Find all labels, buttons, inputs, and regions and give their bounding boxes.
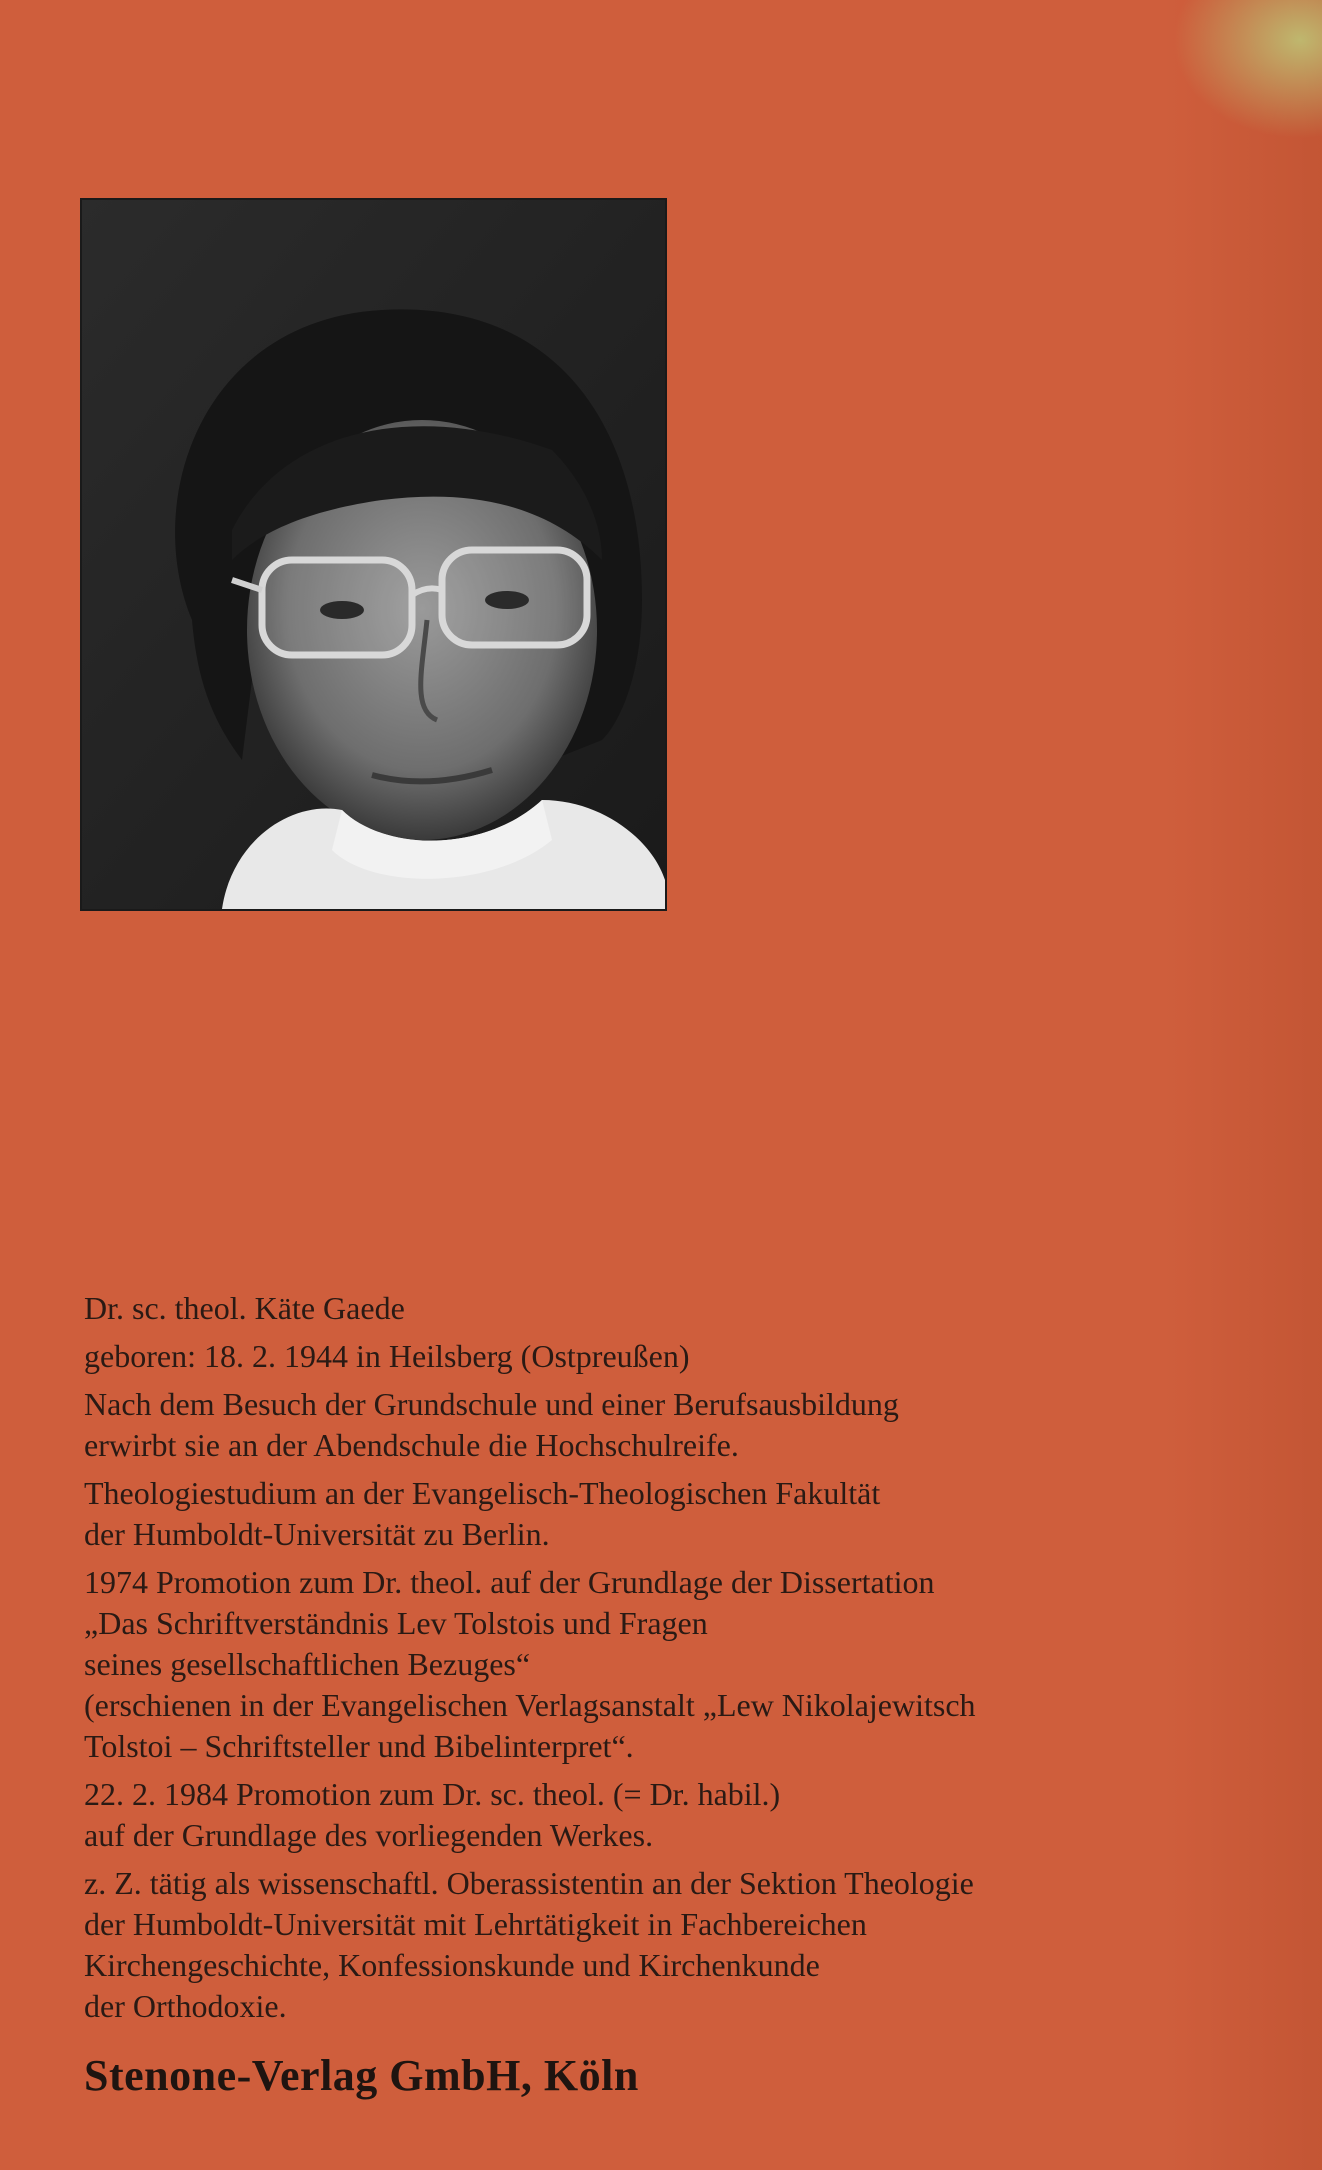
bio-study <box>84 1473 1204 1555</box>
bio-line: Tolstoi – Schriftsteller und Bibelinterpret“. <box>84 1728 634 1764</box>
bio-line: 1974 Promotion zum Dr. theol. auf der Grundlage der Dissertation <box>84 1564 935 1600</box>
author-name: Dr. sc. theol. Käte Gaede <box>84 1290 405 1326</box>
bio-promotion-1984 <box>84 1774 1204 1856</box>
bio-line: seines gesellschaftlichen Bezuges“ <box>84 1646 531 1682</box>
bio-line: der Humboldt-Universität zu Berlin. <box>84 1516 550 1552</box>
bio-line: „Das Schriftverständnis Lev Tolstois und Fragen <box>84 1605 708 1641</box>
bio-line: z. Z. tätig als wissenschaftl. Oberassistentin an der Sektion Theologie <box>84 1865 974 1901</box>
bio-line: der Orthodoxie. <box>84 1988 287 2024</box>
author-portrait-photo <box>82 200 665 909</box>
bio-line: Kirchengeschichte, Konfessionskunde und Kirchenkunde <box>84 1947 820 1983</box>
bio-line: (erschienen in der Evangelischen Verlagsanstalt „Lew Nikolajewitsch <box>84 1687 976 1723</box>
bio-line: Theologiestudium an der Evangelisch-Theologischen Fakultät <box>84 1475 881 1511</box>
author-birth: geboren: 18. 2. 1944 in Heilsberg (Ostpreußen) <box>84 1338 690 1374</box>
bio-line: auf der Grundlage des vorliegenden Werkes. <box>84 1817 654 1853</box>
portrait-icon <box>82 200 665 909</box>
bio-current-position <box>84 1863 1204 2027</box>
bio-line: der Humboldt-Universität mit Lehrtätigkeit in Fachbereichen <box>84 1906 867 1942</box>
bio-education <box>84 1384 1204 1466</box>
author-biography <box>84 1288 1204 2034</box>
bio-line: erwirbt sie an der Abendschule die Hochschulreife. <box>84 1427 739 1463</box>
publisher-name: Stenone-Verlag GmbH, Köln <box>84 2051 639 2100</box>
bio-promotion-1974 <box>84 1562 1204 1767</box>
bio-line: 22. 2. 1984 Promotion zum Dr. sc. theol. (= Dr. habil.) <box>84 1776 781 1812</box>
bio-line: Nach dem Besuch der Grundschule und einer Berufsausbildung <box>84 1386 899 1422</box>
